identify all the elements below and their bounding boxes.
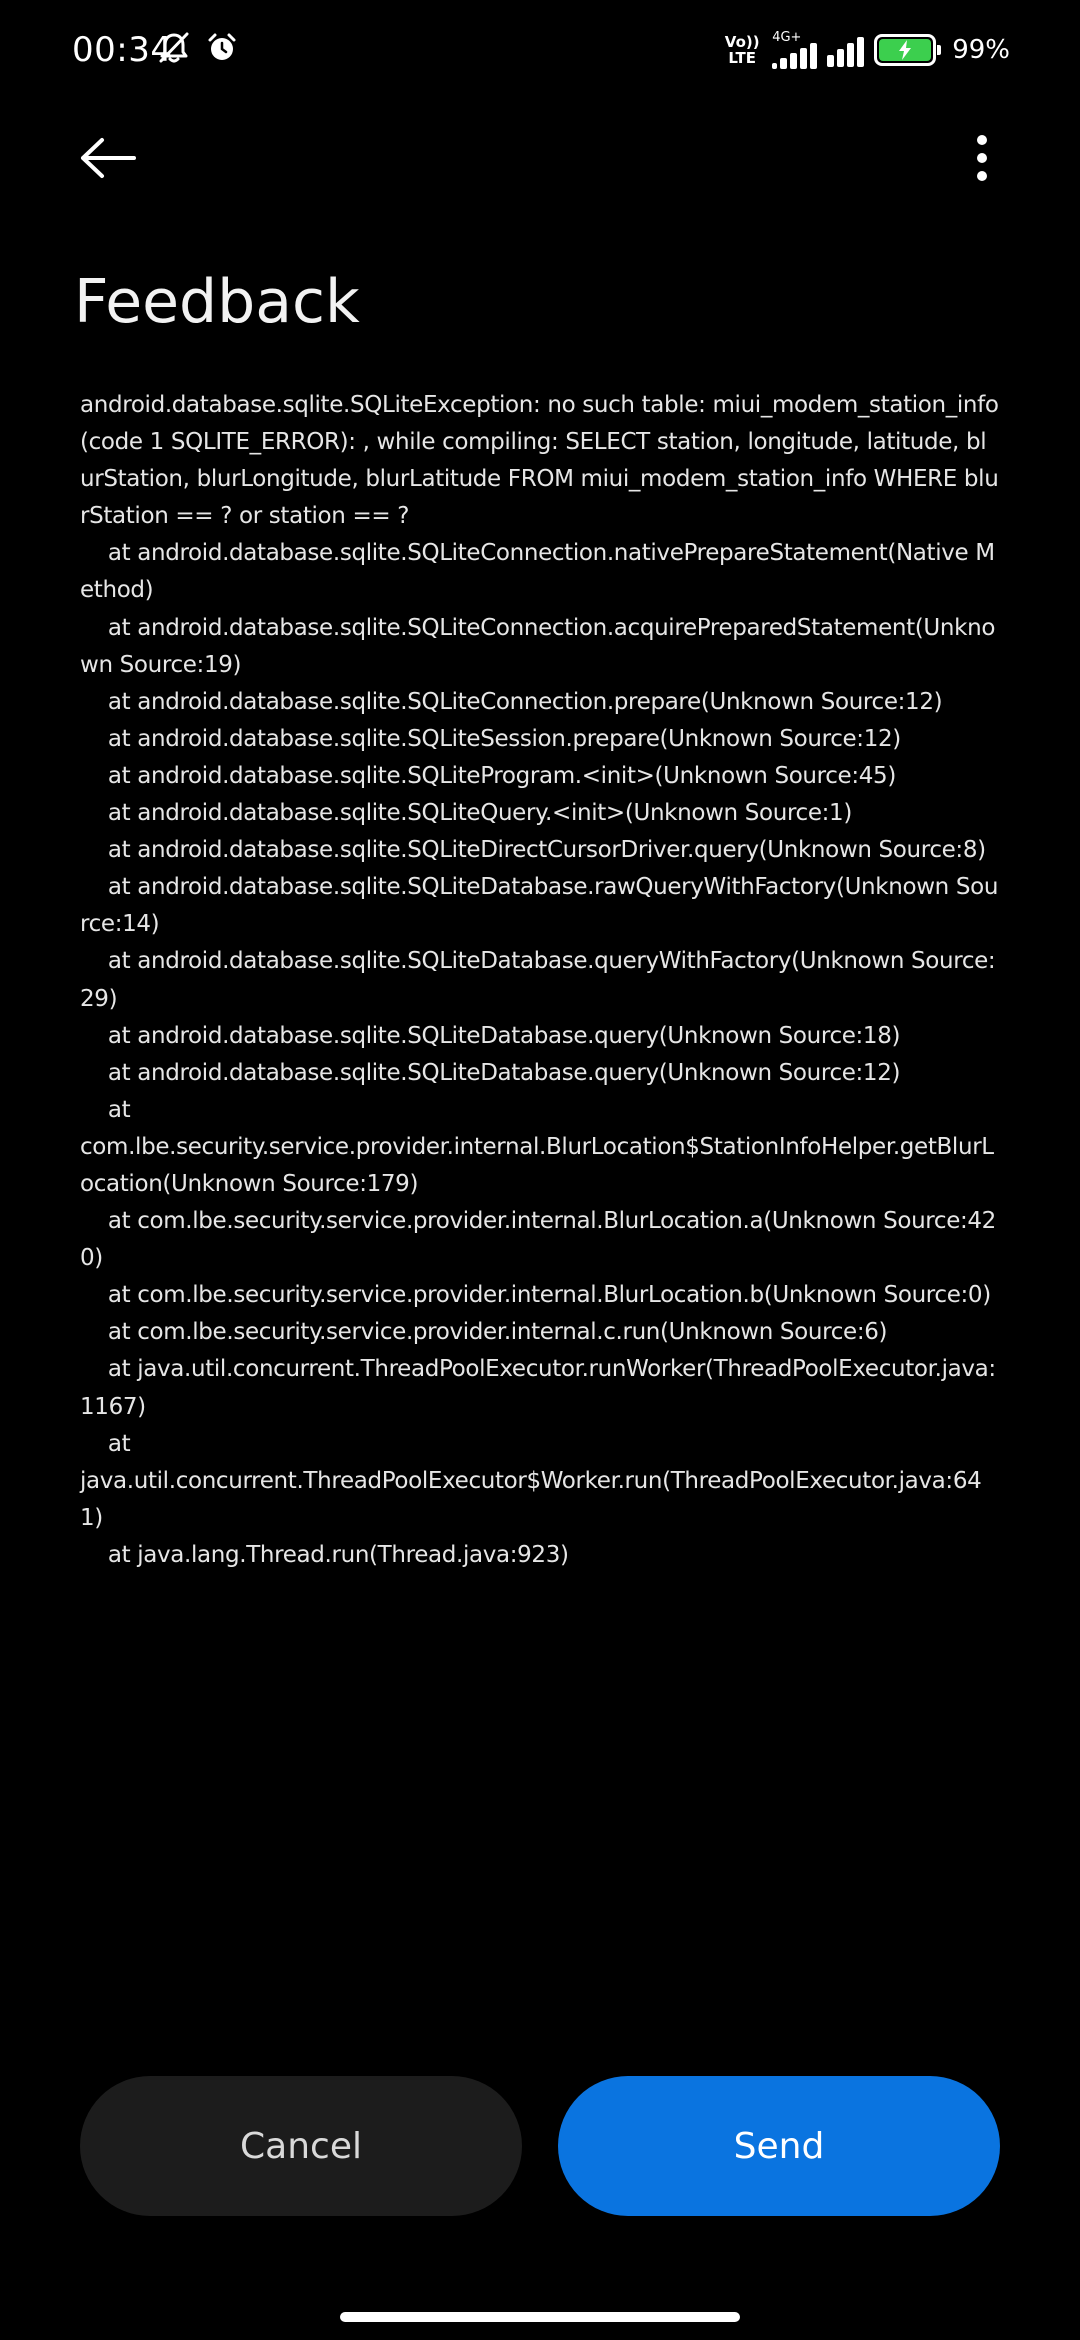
status-left-icons <box>156 28 238 72</box>
battery-charging-icon <box>874 34 936 66</box>
page-title: Feedback <box>74 267 360 337</box>
error-log-text: android.database.sqlite.SQLiteException: no such table: miui_modem_station_info (code 1 SQLITE_ERROR): , while compiling: SELECT station, longitude, latitude, blurStation, blurLongitude, blurLatitude FROM miui_modem_station_info WHERE blurStation == ? or station == ? at android.database.sqlite.SQLiteConnection.nativePrepareStatement(Native Method) at android.database.sqlite.SQLiteConnection.acquirePreparedStatement(Unknown Source:19) at android.database.sqlite.SQLiteConnection.prepare(Unknown Source:12) at android.database.sqlite.SQLiteSession.prepare(Unknown Source:12) at android.database.sqlite.SQLiteProgram.<init>(Unknown Source:45) at android.database.sqlite.SQLiteQuery.<init>(Unknown Source:1) at android.database.sqlite.SQLiteDirectCursorDriver.query(Unknown Source:8) at android.database.sqlite.SQLiteDatabase.rawQueryWithFactory(Unknown Source:14) at android.database.sqlite.SQLiteDatabase.queryWithFactory(Unknown Source:29) at android.database.sqlite.SQLiteDatabase.query(Unknown Source:18) at android.database.sqlite.SQLiteDatabase.query(Unknown Source:12) at com.lbe.security.service.provider.internal.BlurLocation$StationInfoHelper.getBlurLocation(Unknown Source:179) at com.lbe.security.service.provider.internal.BlurLocation.a(Unknown Source:420) at com.lbe.security.service.provider.internal.BlurLocation.b(Unknown Source:0) at com.lbe.security.service.provider.internal.c.run(Unknown Source:6) at java.util.concurrent.ThreadPoolExecutor.runWorker(ThreadPoolExecutor.java:1167) at java.util.concurrent.ThreadPoolExecutor$Worker.run(ThreadPoolExecutor.java:641) at java.lang.Thread.run(Thread.java:923) <box>80 392 999 1568</box>
arrow-left-icon <box>78 136 138 180</box>
volte-icon <box>722 34 762 66</box>
volte-label-bottom: LTE <box>728 49 756 67</box>
more-options-button[interactable] <box>960 125 1004 191</box>
bell-muted-icon <box>156 30 192 70</box>
volte-label-top: Vo)) <box>724 33 760 51</box>
status-time: 00:34 <box>72 30 173 70</box>
more-vertical-icon <box>975 134 989 182</box>
cancel-button[interactable]: Cancel <box>80 2076 522 2216</box>
home-indicator[interactable] <box>340 2312 740 2322</box>
charging-bolt-icon <box>897 40 913 60</box>
signal-icon-2 <box>827 33 864 67</box>
battery-percent: 99% <box>952 35 1010 65</box>
network-indicator <box>772 31 817 69</box>
battery-level <box>879 39 930 61</box>
back-button[interactable] <box>72 125 144 191</box>
signal-icon <box>772 45 817 69</box>
network-type-label: 4G+ <box>772 30 802 45</box>
status-bar <box>0 0 1080 100</box>
alarm-icon <box>206 32 238 68</box>
status-right-icons <box>722 26 1010 74</box>
send-button[interactable]: Send <box>558 2076 1000 2216</box>
